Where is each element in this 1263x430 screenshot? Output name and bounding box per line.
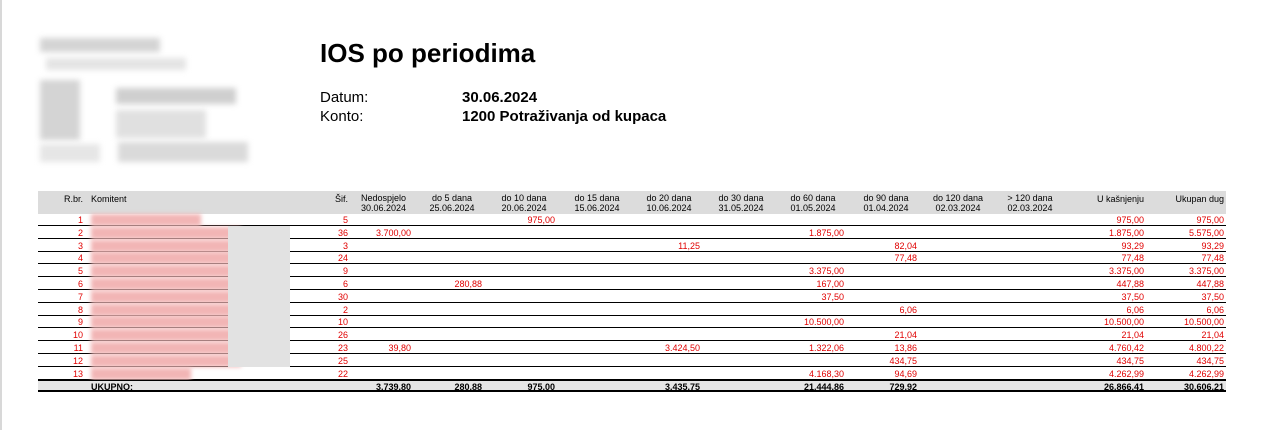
table-row [38, 342, 1226, 354]
report-title: IOS po periodima [320, 38, 536, 68]
total-nedospjelo: 3.739,80 [375, 382, 411, 393]
redacted-komitent [91, 291, 251, 303]
redacted-komitent [91, 278, 241, 290]
datum-value: 30.06.2024 [462, 89, 538, 106]
total-do90: 729,92 [889, 382, 917, 393]
cell-ukupan-dug: 21,04 [1201, 330, 1224, 341]
cell-do5: 280,88 [454, 279, 482, 289]
cell-ukupan-dug: 447,88 [1196, 279, 1224, 289]
cell-rbr: 7 [77, 291, 83, 302]
cell-do60: 1.875,00 [808, 227, 844, 238]
datum-label: Datum: [320, 89, 369, 106]
cell-u-kasnjenju: 4.760,42 [1108, 343, 1144, 353]
cell-nedospjelo: 3.700,00 [375, 227, 411, 238]
cell-rbr: 4 [77, 253, 83, 264]
cell-rbr: 8 [77, 304, 83, 315]
table-row [38, 304, 1226, 316]
cell-ukupan-dug: 10.500,00 [1183, 317, 1224, 328]
cell-do90: 21,04 [894, 330, 917, 341]
cell-sif: 30 [337, 291, 348, 302]
table-row [38, 214, 1226, 226]
cell-u-kasnjenju: 21,04 [1121, 330, 1144, 341]
cell-ukupan-dug: 975,00 [1196, 215, 1224, 225]
header-nedospjelo-1: Nedospjelo [360, 193, 407, 203]
redacted-company-info [36, 28, 266, 168]
redacted-komitent [91, 214, 201, 226]
redacted-komitent [91, 368, 191, 380]
cell-rbr: 1 [77, 215, 83, 225]
cell-rbr: 2 [77, 227, 83, 238]
total-do20: 3.435,75 [664, 382, 700, 393]
total-row [38, 380, 1226, 392]
redacted-komitent [91, 240, 241, 252]
redacted-komitent-panel [228, 226, 290, 367]
cell-ukupan-dug: 5.575,00 [1188, 227, 1224, 238]
redacted-komitent [91, 355, 241, 367]
header-do120-1: do 120 dana [932, 193, 984, 203]
header-do90-2: 01.04.2024 [863, 203, 909, 213]
cell-rbr: 6 [77, 279, 83, 289]
cell-sif: 23 [337, 343, 348, 353]
cell-ukupan-dug: 434,75 [1196, 355, 1224, 366]
cell-u-kasnjenju: 975,00 [1116, 215, 1144, 225]
cell-do20: 11,25 [678, 240, 700, 251]
header-do10-2: 20.06.2024 [501, 203, 547, 213]
cell-sif: 22 [337, 368, 348, 379]
cell-ukupan-dug: 93,29 [1201, 240, 1224, 251]
table-row [38, 278, 1226, 290]
header-nedospjelo-2: 30.06.2024 [360, 203, 407, 213]
cell-u-kasnjenju: 93,29 [1121, 240, 1144, 251]
cell-do10: 975,00 [527, 215, 555, 225]
redacted-komitent [91, 227, 241, 239]
header-do120-2: 02.03.2024 [935, 203, 981, 213]
cell-rbr: 5 [77, 266, 83, 277]
header-do60-1: do 60 dana [790, 193, 836, 203]
header-do20-2: 10.06.2024 [646, 203, 692, 213]
header-do15-1: do 15 dana [574, 193, 620, 203]
table-header [38, 191, 1226, 214]
total-do5: 280,88 [454, 382, 482, 393]
page-border [0, 0, 2, 430]
cell-do60: 167,00 [816, 279, 844, 289]
header-gt120-1: > 120 dana [1007, 193, 1053, 203]
total-do10: 975,00 [527, 382, 555, 393]
cell-do90: 13,86 [894, 343, 917, 353]
cell-do90: 6,06 [899, 304, 917, 315]
cell-sif: 26 [337, 330, 348, 341]
table-row [38, 240, 1226, 252]
cell-sif: 6 [342, 279, 348, 289]
cell-nedospjelo: 39,80 [388, 343, 411, 353]
cell-u-kasnjenju: 447,88 [1116, 279, 1144, 289]
table-row [38, 316, 1226, 328]
header-u-kasnjenju: U kašnjenju [1096, 194, 1144, 204]
cell-u-kasnjenju: 10.500,00 [1103, 317, 1144, 328]
cell-sif: 36 [337, 227, 348, 238]
cell-u-kasnjenju: 6,06 [1126, 304, 1144, 315]
cell-do90: 94,69 [894, 368, 917, 379]
cell-sif: 24 [337, 253, 348, 264]
total-label: UKUPNO: [91, 382, 133, 393]
table-row [38, 355, 1226, 367]
header-do5-1: do 5 dana [431, 193, 473, 203]
header-do60-2: 01.05.2024 [790, 203, 836, 213]
redacted-komitent [91, 265, 241, 277]
table-row [38, 368, 1226, 380]
total-do60: 21.444,86 [803, 382, 844, 393]
cell-sif: 2 [342, 304, 348, 315]
header-sif: Šif. [334, 194, 348, 204]
cell-rbr: 12 [72, 355, 83, 366]
cell-u-kasnjenju: 1.875,00 [1108, 227, 1144, 238]
cell-do60: 10.500,00 [803, 317, 844, 328]
header-komitent: Komitent [91, 194, 127, 204]
cell-ukupan-dug: 3.375,00 [1188, 266, 1224, 277]
cell-do60: 4.168,30 [808, 368, 844, 379]
table-row [38, 252, 1226, 264]
total-ukupan-dug: 30.606,21 [1183, 382, 1224, 393]
cell-u-kasnjenju: 77,48 [1121, 253, 1144, 264]
header-ukupan-dug: Ukupan dug [1175, 194, 1224, 204]
redacted-komitent [91, 329, 241, 341]
cell-u-kasnjenju: 434,75 [1116, 355, 1144, 366]
cell-do60: 3.375,00 [808, 266, 844, 277]
cell-ukupan-dug: 4.262,99 [1188, 368, 1224, 379]
cell-ukupan-dug: 37,50 [1201, 291, 1224, 302]
redacted-komitent [91, 252, 241, 264]
table-row [38, 265, 1226, 277]
cell-do60: 37,50 [821, 291, 844, 302]
cell-ukupan-dug: 6,06 [1206, 304, 1224, 315]
cell-sif: 10 [337, 317, 348, 328]
cell-sif: 9 [342, 266, 348, 277]
cell-sif: 5 [342, 215, 348, 225]
cell-rbr: 13 [72, 368, 83, 379]
header-rbr: R.br. [63, 194, 83, 204]
cell-u-kasnjenju: 4.262,99 [1108, 368, 1144, 379]
cell-sif: 25 [337, 355, 348, 366]
cell-do90: 434,75 [889, 355, 917, 366]
table-row [38, 291, 1226, 303]
table-row [38, 227, 1226, 239]
cell-do90: 77,48 [894, 253, 917, 264]
header-do30-2: 31.05.2024 [718, 203, 764, 213]
header-gt120-2: 02.03.2024 [1007, 203, 1053, 213]
cell-ukupan-dug: 4.800,22 [1188, 343, 1224, 353]
cell-sif: 3 [342, 240, 348, 251]
header-do10-1: do 10 dana [501, 193, 547, 203]
header-do30-1: do 30 dana [718, 193, 764, 203]
cell-u-kasnjenju: 37,50 [1121, 291, 1144, 302]
cell-ukupan-dug: 77,48 [1201, 253, 1224, 264]
konto-value: 1200 Potraživanja od kupaca [462, 108, 667, 125]
header-do20-1: do 20 dana [646, 193, 692, 203]
total-u-kasnjenju: 26.866,41 [1103, 382, 1144, 393]
header-do90-1: do 90 dana [863, 193, 909, 203]
cell-rbr: 9 [77, 317, 83, 328]
header-do5-2: 25.06.2024 [429, 203, 475, 213]
cell-rbr: 3 [77, 240, 83, 251]
cell-rbr: 11 [73, 343, 83, 353]
cell-u-kasnjenju: 3.375,00 [1108, 266, 1144, 277]
cell-do60: 1.322,06 [808, 343, 844, 353]
cell-do90: 82,04 [894, 240, 917, 251]
cell-rbr: 10 [72, 330, 83, 341]
konto-label: Konto: [320, 108, 364, 125]
redacted-komitent [91, 304, 241, 316]
cell-do20: 3.424,50 [664, 343, 700, 353]
header-do15-2: 15.06.2024 [574, 203, 620, 213]
table-row [38, 329, 1226, 341]
